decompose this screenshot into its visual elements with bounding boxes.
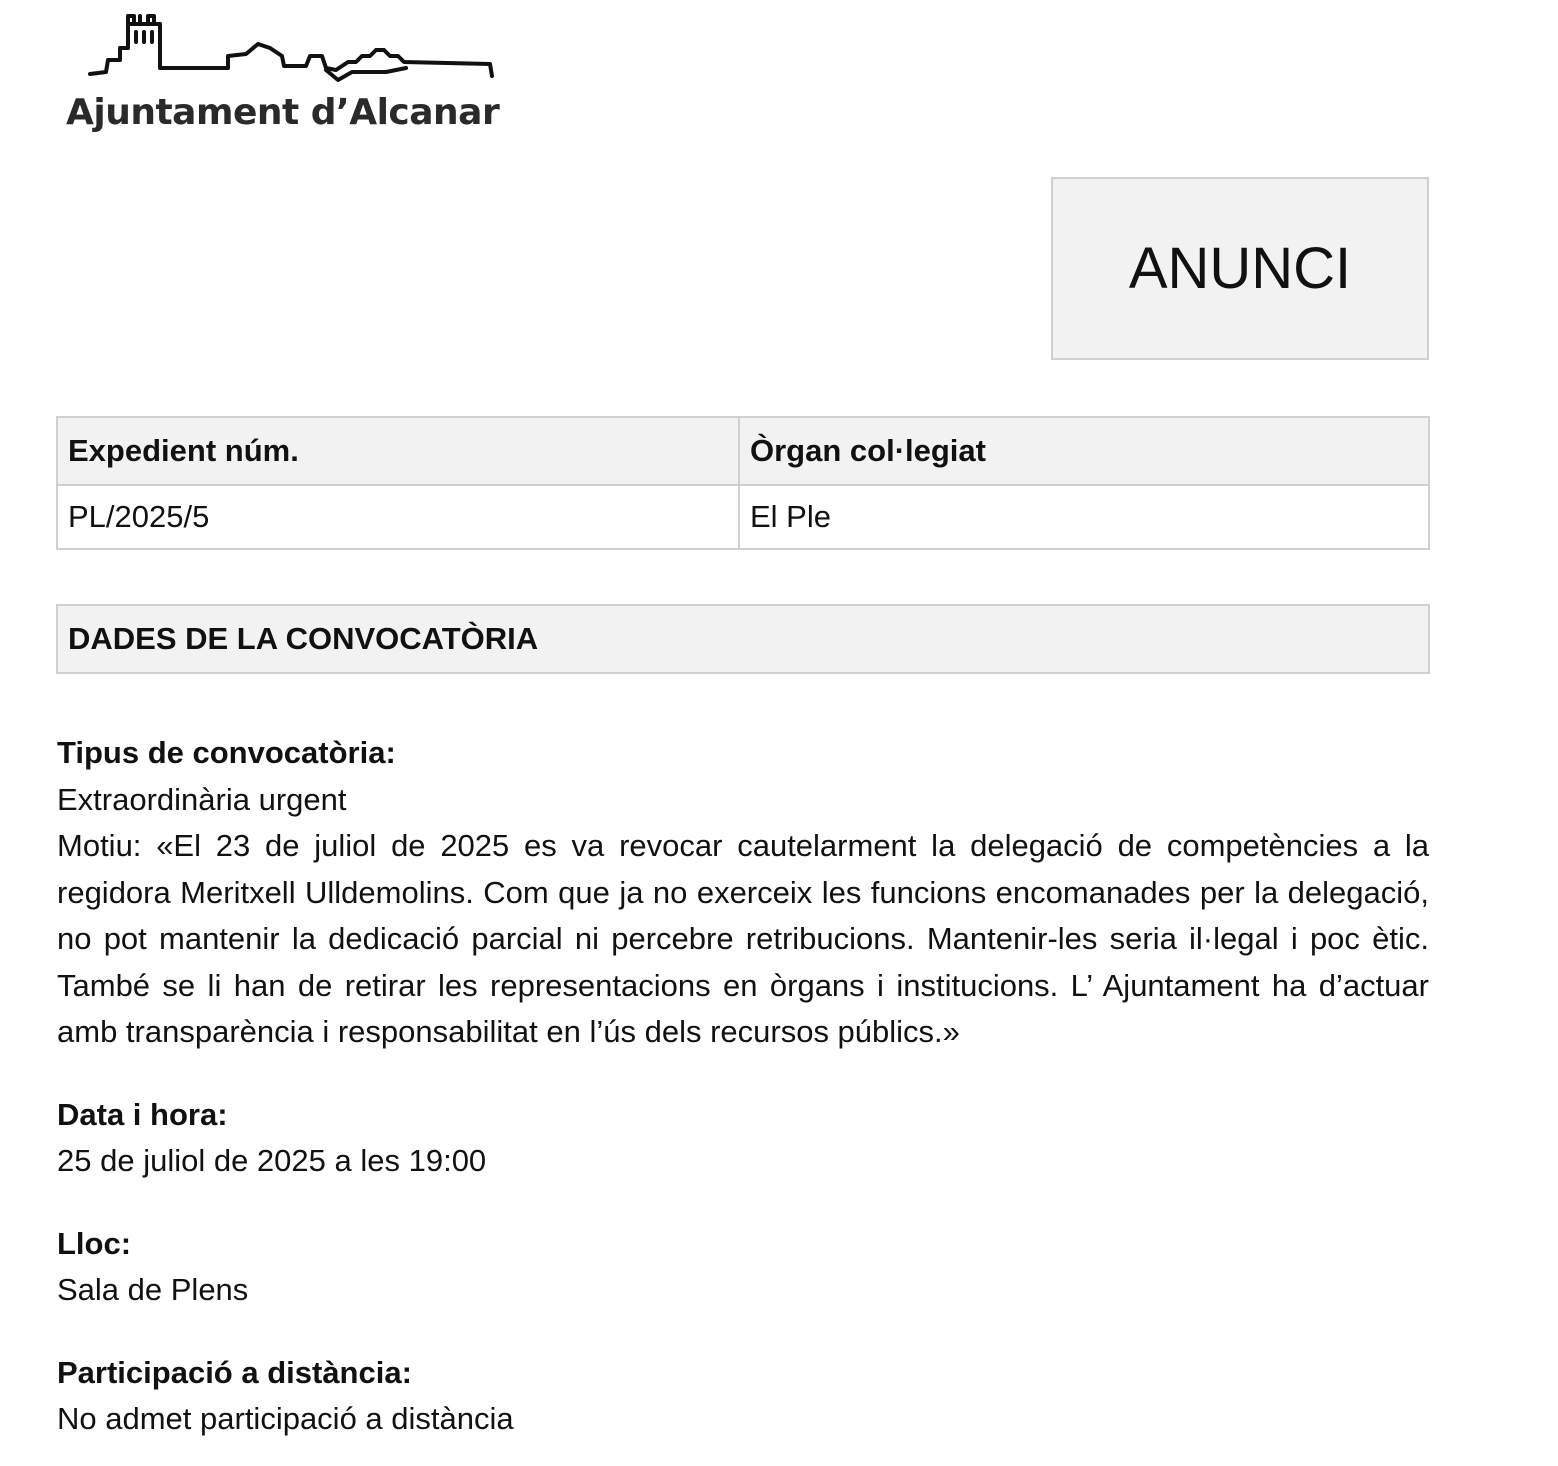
column-header-organ: Òrgan col·legiat bbox=[739, 417, 1429, 485]
document-type-badge: ANUNCI bbox=[1051, 177, 1429, 360]
field-value-participacio: No admet participació a distància bbox=[57, 1401, 514, 1436]
field-label-data-hora: Data i hora: bbox=[57, 1096, 228, 1132]
field-value-lloc: Sala de Plens bbox=[57, 1272, 249, 1307]
town-skyline-icon bbox=[86, 10, 516, 92]
field-label-lloc: Lloc: bbox=[57, 1225, 132, 1261]
expedient-table bbox=[56, 416, 1430, 550]
municipal-logo bbox=[66, 10, 516, 133]
expedient-number: PL/2025/5 bbox=[57, 485, 739, 549]
table-row bbox=[57, 485, 1429, 549]
field-label-tipus: Tipus de convocatòria: bbox=[57, 735, 396, 770]
field-label-participacio: Participació a distància: bbox=[57, 1354, 412, 1390]
convocation-details bbox=[57, 730, 1429, 1443]
field-value-data-hora: 25 de juliol de 2025 a les 19:00 bbox=[57, 1143, 487, 1178]
field-motiu: Motiu: «El 23 de juliol de 2025 es va revocar cautelarment la delegació de competències a la regidora Meritxell Ulldemolins. Com que ja no exerceix les funcions encomanades per la delegació, no pot mantenir la dedicació parcial ni percebre retribucions. Mantenir-les seria il·legal i poc ètic. També se li han de retirar les representacions en òrgans i institucions. L’ Ajuntament ha d’actuar amb transparència i responsabilitat en l’ús dels recursos públics.» bbox=[57, 828, 1429, 1049]
section-title: DADES DE LA CONVOCATÒRIA bbox=[56, 604, 1430, 674]
column-header-expedient: Expedient núm. bbox=[57, 417, 739, 485]
field-value-tipus: Extraordinària urgent bbox=[57, 781, 347, 817]
logo-wordmark: Ajuntament d’Alcanar bbox=[66, 92, 500, 133]
organ-name: El Ple bbox=[739, 485, 1429, 549]
table-header-row bbox=[57, 417, 1429, 485]
